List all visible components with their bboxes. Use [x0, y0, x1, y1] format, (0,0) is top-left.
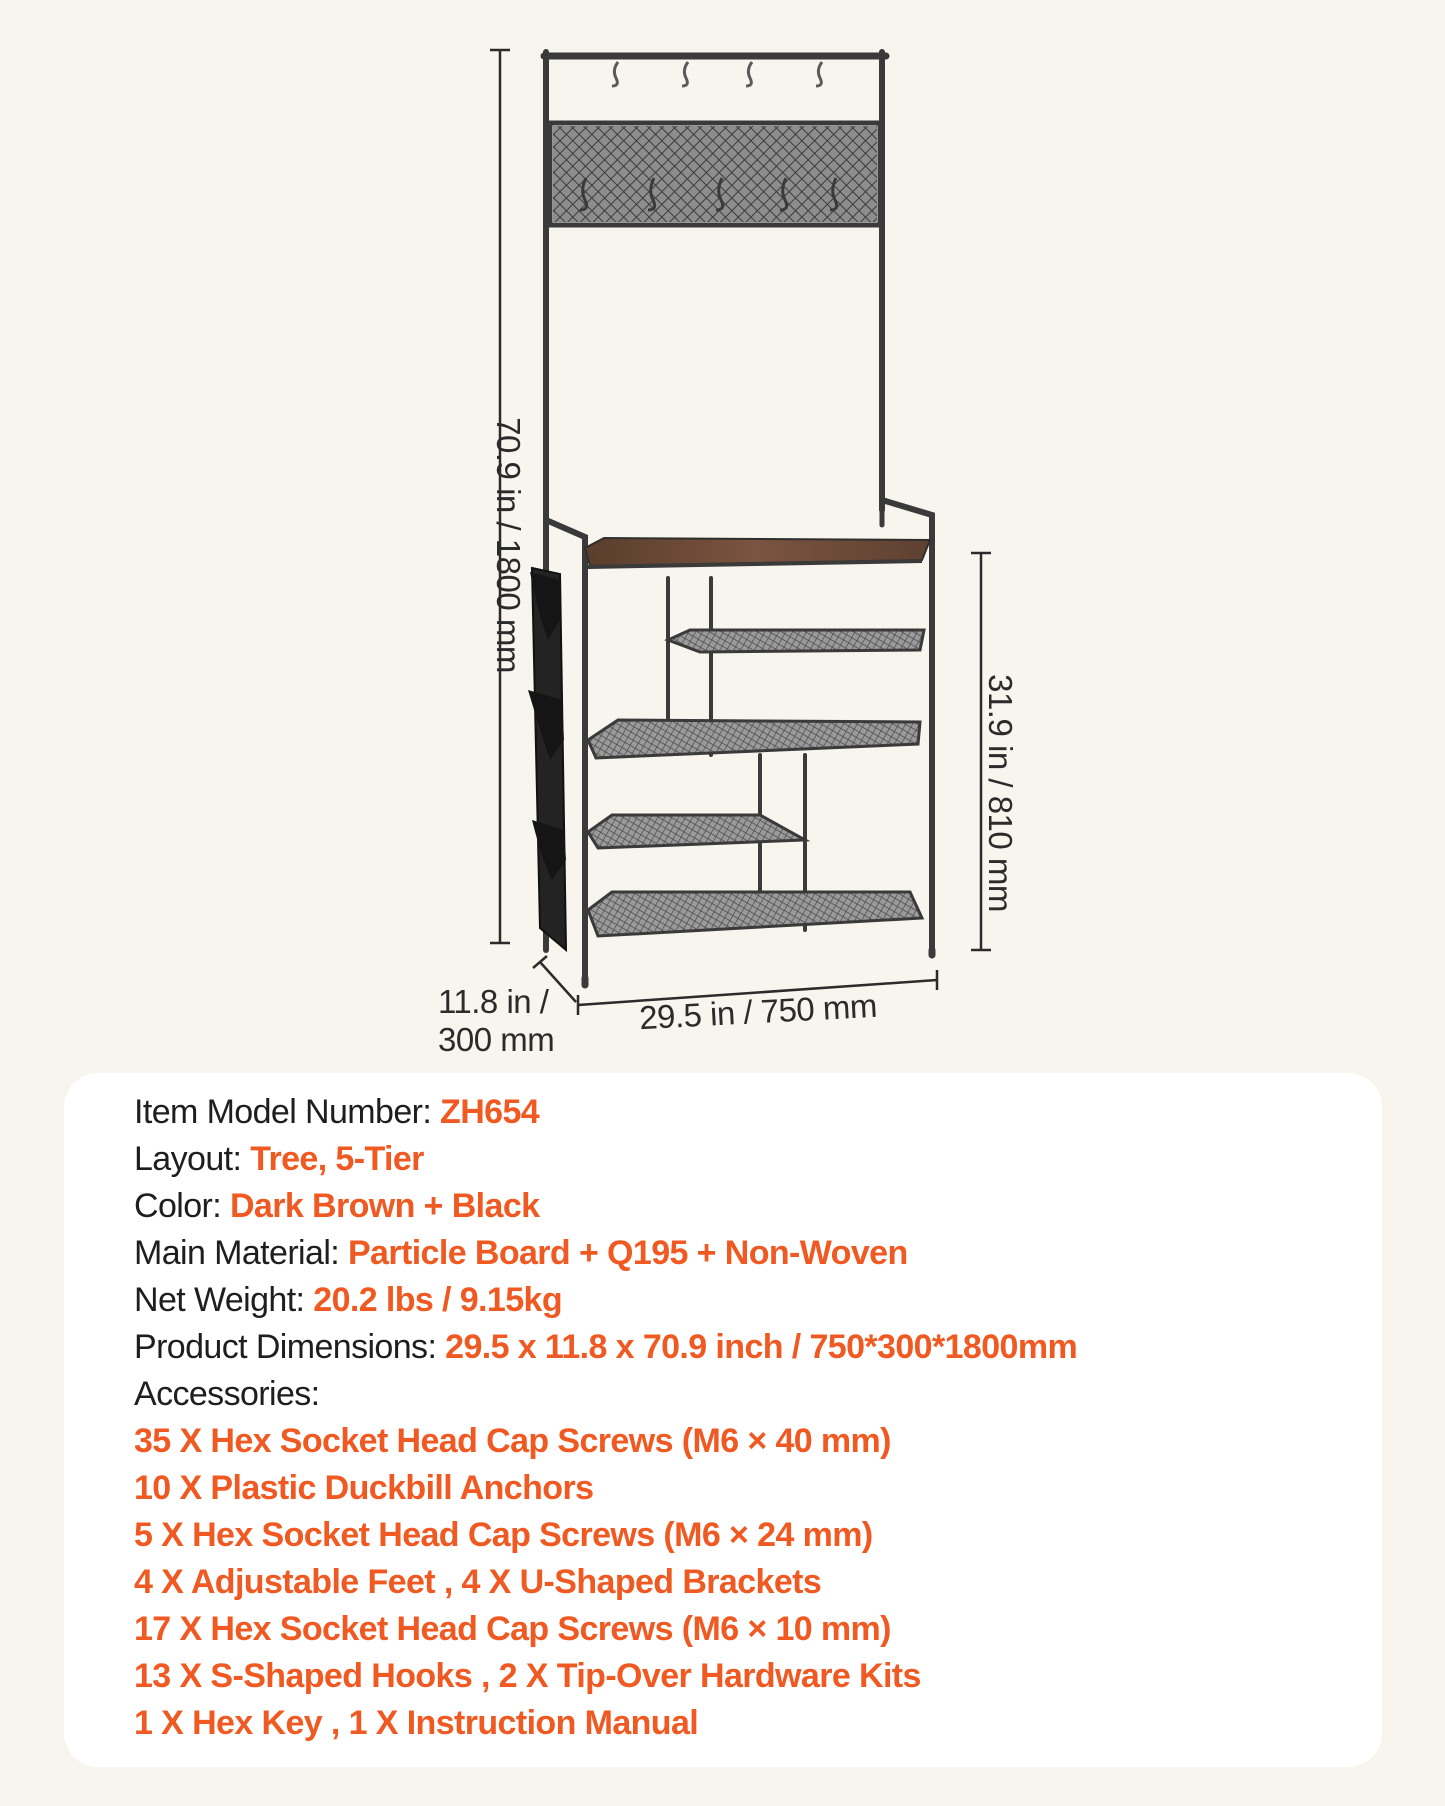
spec-material — [134, 1230, 1077, 1277]
accessory-item: 5 X Hex Socket Head Cap Screws (M6 × 24 mm) — [134, 1516, 873, 1554]
depth-label-line1: 11.8 in / — [438, 983, 549, 1020]
accessories-heading — [134, 1371, 1077, 1418]
spec-label: Item Model Number: — [134, 1093, 441, 1131]
spec-value: ZH654 — [440, 1093, 540, 1131]
spec-label: Main Material: — [134, 1234, 348, 1272]
depth-label-line2: 300 mm — [438, 1021, 555, 1058]
spec-value: 29.5 x 11.8 x 70.9 inch / 750*300*1800mm — [445, 1328, 1078, 1366]
top-hooks — [612, 62, 822, 86]
spec-list — [134, 1089, 1077, 1747]
spec-label: Product Dimensions: — [134, 1328, 446, 1366]
accessory-item: 35 X Hex Socket Head Cap Screws (M6 × 40 mm) — [134, 1422, 891, 1460]
spec-value: Particle Board + Q195 + Non-Woven — [347, 1234, 908, 1272]
accessory-item: 4 X Adjustable Feet , 4 X U-Shaped Brackets — [134, 1563, 822, 1601]
mesh-shelf-3 — [588, 815, 805, 848]
accessories-label: Accessories: — [134, 1375, 320, 1413]
width-label: 29.5 in / 750 mm — [638, 986, 878, 1037]
accessory-item: 13 X S-Shaped Hooks , 2 X Tip-Over Hardware Kits — [134, 1657, 921, 1695]
spec-value: 20.2 lbs / 9.15kg — [313, 1281, 563, 1319]
spec-label: Layout: — [134, 1140, 251, 1178]
mesh-shelf-2 — [588, 720, 920, 758]
spec-label: Net Weight: — [134, 1281, 314, 1319]
spec-value: Tree, 5-Tier — [250, 1140, 424, 1178]
mesh-shelf-1 — [668, 630, 924, 652]
side-storage-bag — [528, 568, 566, 950]
spec-value: Dark Brown + Black — [229, 1187, 540, 1225]
accessory-item: 1 X Hex Key , 1 X Instruction Manual — [134, 1704, 699, 1742]
spec-card — [64, 1073, 1382, 1767]
spec-layout — [134, 1136, 1077, 1183]
spec-weight — [134, 1277, 1077, 1324]
spec-color — [134, 1183, 1077, 1230]
mesh-backboard — [553, 126, 877, 222]
depth-label — [438, 983, 554, 1059]
height-label: 70.9 in / 1800 mm — [490, 417, 527, 673]
spec-dimensions — [134, 1324, 1077, 1371]
accessory-item: 10 X Plastic Duckbill Anchors — [134, 1469, 594, 1507]
accessory-item: 17 X Hex Socket Head Cap Screws (M6 × 10 mm) — [134, 1610, 891, 1648]
counter-height-label: 31.9 in / 810 mm — [982, 674, 1019, 912]
spec-model — [134, 1089, 1077, 1136]
mesh-shelf-4 — [588, 892, 922, 936]
spec-label: Color: — [134, 1187, 230, 1225]
